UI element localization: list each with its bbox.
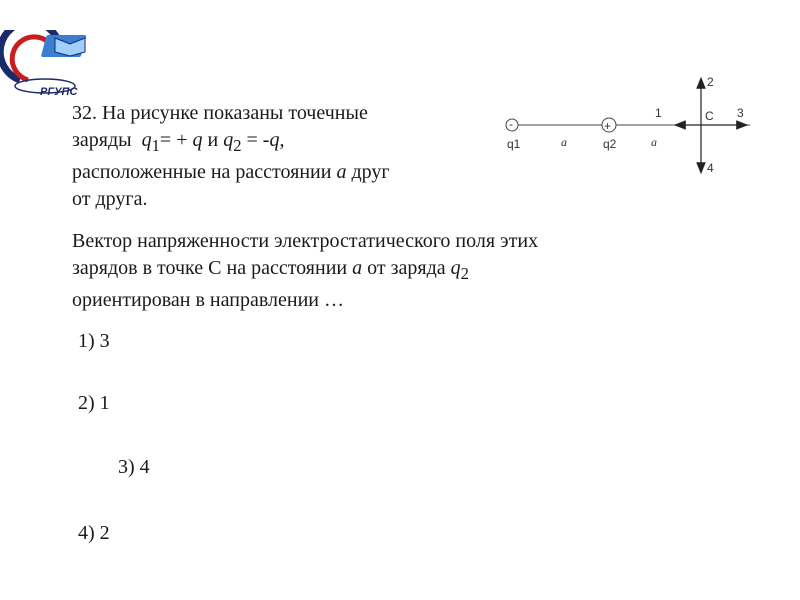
from-charge-text: от заряда [367, 257, 446, 279]
q2-symbol-2: q [450, 257, 461, 279]
q1-symbol: q [141, 129, 152, 151]
point-c-label: C [705, 109, 714, 123]
charges-diagram [495, 68, 765, 183]
question-intro: На рисунке показаны точечные [102, 102, 368, 124]
question-text-2 [72, 228, 538, 314]
question-line-7: ориентирован в направлении … [72, 289, 344, 311]
distance-label-2: a [651, 135, 657, 149]
logo-text: РГУПС [40, 86, 78, 98]
q1-equals: = + [159, 129, 188, 151]
distance-symbol-2: a [352, 257, 363, 279]
q1-subscript: 1 [151, 136, 160, 155]
answer-option-3[interactable]: 3) 4 [118, 456, 150, 478]
distance-symbol: a [336, 161, 347, 183]
comma: , [279, 129, 285, 151]
charges-word: заряды [72, 129, 132, 151]
dir-2-label: 2 [707, 75, 714, 89]
q2-subscript-2: 2 [460, 264, 469, 283]
university-logo [0, 30, 100, 100]
dir-1-label: 1 [655, 106, 662, 120]
distance-label-1: a [561, 135, 567, 149]
point-text: зарядов в точке С на расстоянии [72, 257, 348, 279]
conjunction: и [207, 129, 219, 151]
question-line-2 [72, 127, 390, 159]
q2-subscript: 2 [233, 136, 242, 155]
answer-option-1[interactable]: 1) 3 [78, 330, 110, 352]
answer-option-4[interactable]: 4) 2 [78, 522, 110, 544]
question-line-1 [72, 100, 390, 127]
each-other-text: друг [351, 161, 390, 183]
q1-value: q [192, 129, 203, 151]
located-text: расположенные на расстоянии [72, 161, 332, 183]
answer-option-2[interactable]: 2) 1 [78, 392, 110, 414]
q2-label: q2 [603, 137, 617, 151]
q2-symbol: q [223, 129, 234, 151]
q2-value: q [269, 129, 280, 151]
question-text [72, 100, 390, 213]
dir-3-label: 3 [737, 106, 744, 120]
q1-label: q1 [507, 137, 521, 151]
question-line-5: Вектор напряженности электростатического поля этих [72, 230, 539, 252]
question-number: 32. [72, 102, 97, 124]
question-line-6 [72, 255, 538, 287]
question-line-4: от друга. [72, 188, 148, 210]
q2-sign: + [604, 119, 612, 133]
q2-equals: = - [246, 129, 270, 151]
dir-4-label: 4 [707, 161, 714, 175]
question-line-3 [72, 159, 390, 186]
q1-sign: - [509, 117, 513, 131]
